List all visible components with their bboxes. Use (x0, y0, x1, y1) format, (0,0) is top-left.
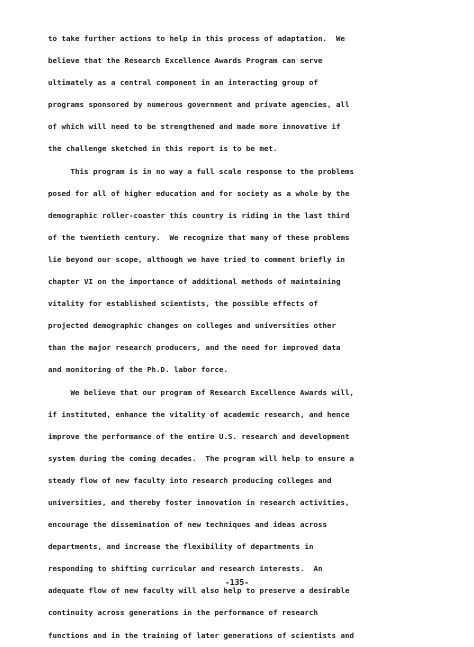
text-line: system during the coming decades. The program will help to ensure a (48, 453, 354, 463)
text-line: and monitoring of the Ph.D. labor force. (48, 365, 228, 375)
text-line: This program is in no way a full scale response to the problems (48, 166, 354, 176)
text-line: of which will need to be strengthened and made more innovative if (48, 122, 341, 132)
text-line: universities, and thereby foster innovation in research activities, (48, 497, 350, 507)
text-line: lie beyond our scope, although we have tried to comment briefly in (48, 254, 345, 264)
text-line: continuity across generations in the performance of research (48, 608, 318, 618)
text-line: We believe that our program of Research Excellence Awards will, (48, 387, 354, 397)
text-line: improve the performance of the entire U.S. research and development (48, 431, 350, 441)
text-line: chapter VI on the importance of additional methods of maintaining (48, 277, 341, 287)
text-line: if instituted, enhance the vitality of academic research, and hence (48, 409, 350, 419)
paragraph-3 (48, 382, 448, 647)
page-number: -135- (224, 578, 250, 587)
text-line: vitality for established scientists, the possible effects of (48, 299, 318, 309)
text-line: adequate flow of new faculty will also help to preserve a desirable (48, 586, 350, 596)
paragraph-1 (48, 28, 448, 161)
text-line: the challenge sketched in this report is to be met. (48, 144, 278, 154)
text-line: projected demographic changes on colleges and universities other (48, 321, 336, 331)
text-line: functions and in the training of later generations of scientists and (48, 630, 354, 640)
text-line: demographic roller-coaster this country is riding in the last third (48, 210, 350, 220)
text-line: ultimately as a central component in an interacting group of (48, 78, 318, 88)
text-line: steady flow of new faculty into research producing colleges and (48, 475, 332, 485)
text-line: to take further actions to help in this process of adaptation. We (48, 34, 345, 43)
text-line: believe that the Research Excellence Awards Program can serve (48, 56, 323, 66)
text-line: posed for all of higher education and for society as a whole by the (48, 188, 350, 198)
body-text (48, 28, 448, 647)
text-line: programs sponsored by numerous government and private agencies, all (48, 100, 350, 110)
paragraph-2 (48, 161, 448, 382)
text-line: of the twentieth century. We recognize that many of these problems (48, 232, 350, 242)
text-line: than the major research producers, and the need for improved data (48, 343, 341, 353)
text-line: departments, and increase the flexibility of departments in (48, 542, 314, 552)
text-line: responding to shifting curricular and research interests. An (48, 564, 323, 574)
text-line: encourage the dissemination of new techniques and ideas across (48, 520, 327, 530)
